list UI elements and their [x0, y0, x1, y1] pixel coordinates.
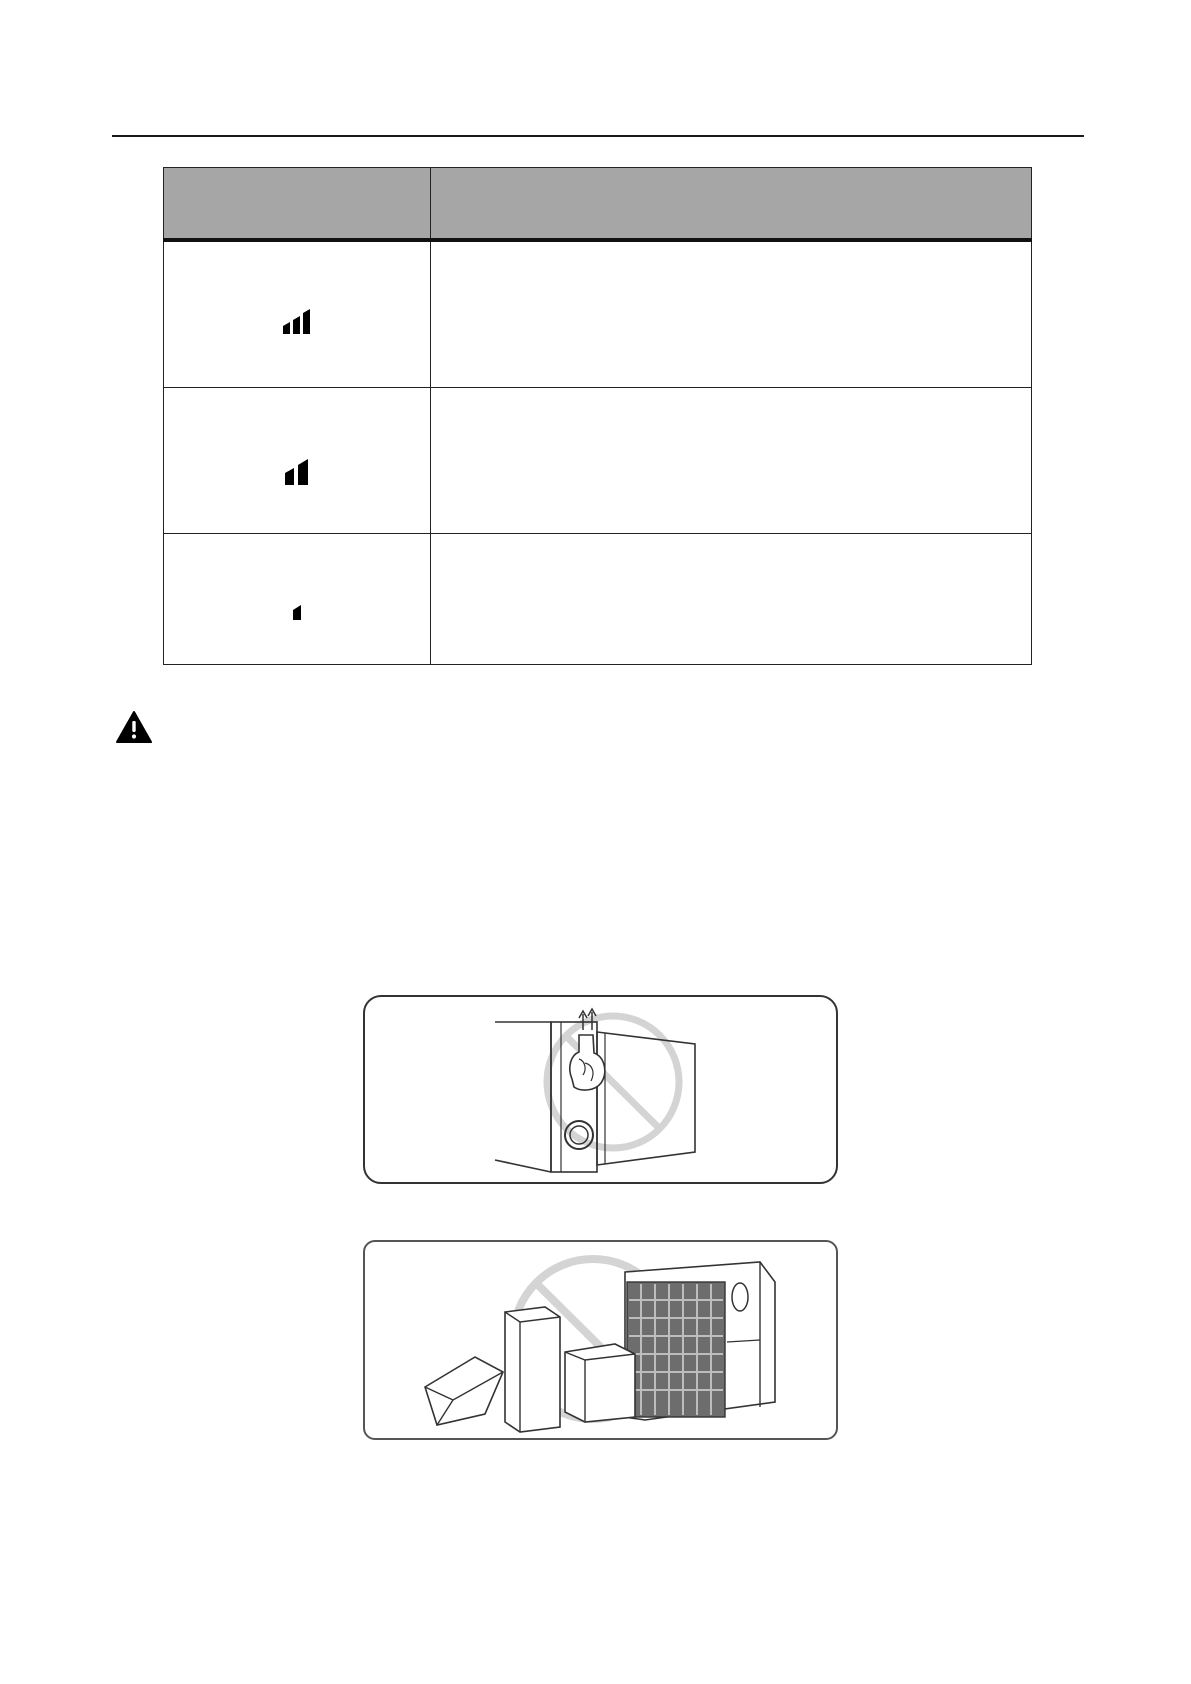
- illustration-do-not-obstruct: [363, 1240, 838, 1440]
- signal-2-bars-icon: [284, 459, 310, 485]
- illustration-do-not-touch: [363, 995, 838, 1184]
- mode-icon-cell: [164, 534, 431, 665]
- signal-1-bar-icon: [292, 604, 302, 620]
- table-header-mode: [164, 168, 431, 241]
- mode-description: [431, 240, 1032, 388]
- mode-icon-cell: [164, 388, 431, 534]
- table-header-row: [164, 168, 1032, 241]
- table-row: [164, 240, 1032, 388]
- fan-speed-table: [163, 167, 1032, 665]
- signal-3-bars-icon: [282, 308, 312, 334]
- no-obstruction-prohibited-icon: [365, 1242, 836, 1438]
- no-touch-unit-prohibited-icon: [365, 997, 836, 1182]
- mode-description: [431, 534, 1032, 665]
- table-row: [164, 388, 1032, 534]
- table-header-description: [431, 168, 1032, 241]
- mode-description: [431, 388, 1032, 534]
- warning-triangle-icon: [115, 710, 153, 744]
- table-row: [164, 534, 1032, 665]
- header-rule: [112, 135, 1084, 137]
- mode-icon-cell: [164, 240, 431, 388]
